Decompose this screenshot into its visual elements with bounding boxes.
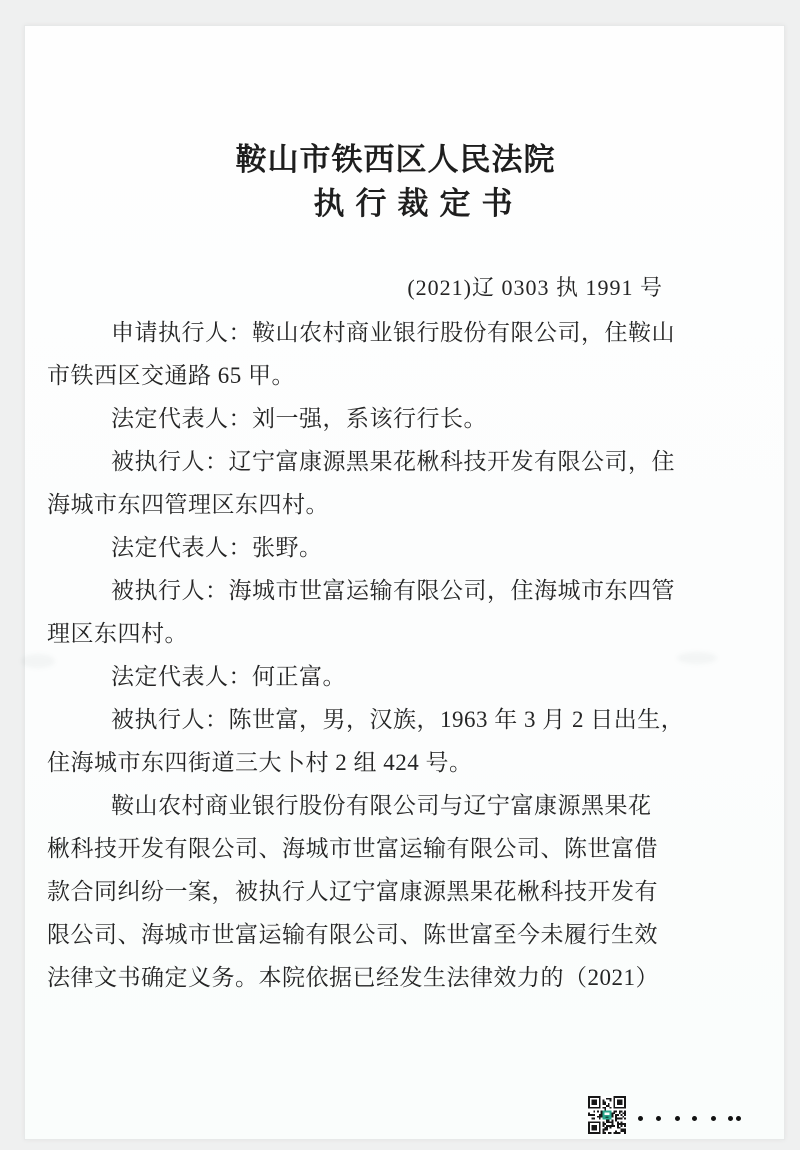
body-line: 法定代表人：张野。 — [111, 535, 323, 560]
document-page — [24, 25, 785, 1140]
body-line: 楸科技开发有限公司、海城市世富运输有限公司、陈世富借 — [47, 836, 658, 861]
body-line: 理区东四村。 — [47, 621, 188, 646]
qr-code-icon — [588, 1096, 626, 1134]
body-line: 申请执行人：鞍山农村商业银行股份有限公司，住鞍山 — [111, 320, 675, 345]
body-line: 款合同纠纷一案，被执行人辽宁富康源黑果花楸科技开发有 — [47, 879, 658, 904]
body-line: 市铁西区交通路 65 甲。 — [47, 363, 295, 388]
scan-smudge — [21, 654, 55, 668]
case-number: (2021)辽 0303 执 1991 号 — [407, 275, 663, 300]
body-line: 限公司、海城市世富运输有限公司、陈世富至今未履行生效 — [47, 922, 658, 947]
scan-smudge — [677, 652, 717, 664]
body-line: 法定代表人：刘一强，系该行行长。 — [111, 406, 487, 431]
body-line: 被执行人：陈世富，男，汉族，1963 年 3 月 2 日出生， — [111, 707, 685, 732]
body-line: 被执行人：海城市世富运输有限公司，住海城市东四管 — [111, 578, 675, 603]
dot — [692, 1116, 697, 1121]
body-line: 海城市东四管理区东四村。 — [47, 492, 329, 517]
body-line: 被执行人：辽宁富康源黑果花楸科技开发有限公司，住 — [111, 449, 675, 474]
body-line: 住海城市东四街道三大卜村 2 组 424 号。 — [47, 750, 473, 775]
court-name-title: 鞍山市铁西区人民法院 — [235, 142, 556, 177]
document-body — [47, 311, 687, 999]
body-line: 法定代表人：何正富。 — [111, 664, 346, 689]
body-line: 法律文书确定义务。本院依据已经发生法律效力的（2021） — [47, 965, 659, 990]
document-type-title: 执行裁定书 — [313, 186, 524, 221]
dot — [675, 1116, 680, 1121]
dot — [656, 1116, 661, 1121]
footer-dots — [638, 1115, 768, 1123]
dot — [728, 1116, 733, 1121]
dot — [736, 1116, 741, 1121]
dot — [711, 1116, 716, 1121]
dot — [638, 1116, 643, 1121]
body-line: 鞍山农村商业银行股份有限公司与辽宁富康源黑果花 — [111, 793, 652, 818]
